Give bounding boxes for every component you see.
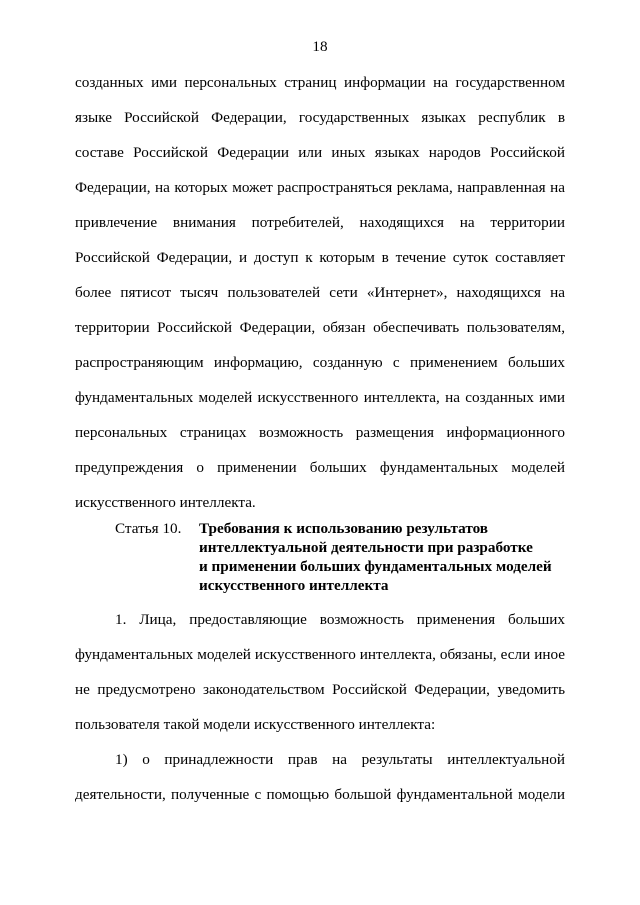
text-line: языке Российской Федерации, государственных языках республик в [75, 109, 565, 126]
text-line: Российской Федерации, и доступ к которым в течение суток составляет [75, 249, 565, 266]
text-line: 1. Лица, предоставляющие возможность применения больших [115, 611, 565, 628]
text-line: предупреждения о применении больших фундаментальных моделей [75, 459, 565, 476]
article-number: Статья 10. [115, 520, 182, 537]
text-line: фундаментальных моделей искусственного интеллекта, обязаны, если иное [75, 646, 565, 663]
text-line: фундаментальных моделей искусственного интеллекта, на созданных ими [75, 389, 565, 406]
page-number: 18 [312, 38, 328, 55]
article-title-line: и применении больших фундаментальных моделей [199, 558, 552, 575]
text-line: более пятисот тысяч пользователей сети «Интернет», находящихся на [75, 284, 565, 301]
text-line: созданных ими персональных страниц информации на государственном [75, 74, 565, 91]
text-line: искусственного интеллекта. [75, 494, 256, 511]
text-line: привлечение внимания потребителей, находящихся на территории [75, 214, 565, 231]
article-title-line: интеллектуальной деятельности при разработке [199, 539, 533, 556]
text-line: деятельности, полученные с помощью большой фундаментальной модели [75, 786, 565, 803]
text-line: 1) о принадлежности прав на результаты интеллектуальной [115, 751, 565, 768]
text-line: пользователя такой модели искусственного интеллекта: [75, 716, 436, 733]
text-line: составе Российской Федерации или иных языках народов Российской [75, 144, 565, 161]
text-line: распространяющим информацию, созданную с применением больших [75, 354, 565, 371]
text-line: не предусмотрено законодательством Российской Федерации, уведомить [75, 681, 565, 698]
article-title-line: искусственного интеллекта [199, 577, 389, 594]
article-title-line: Требования к использованию результатов [199, 520, 489, 537]
text-line: персональных страницах возможность размещения информационного [75, 424, 565, 441]
text-line: Федерации, на которых может распространяться реклама, направленная на [75, 179, 565, 196]
text-line: территории Российской Федерации, обязан обеспечивать пользователям, [75, 319, 565, 336]
